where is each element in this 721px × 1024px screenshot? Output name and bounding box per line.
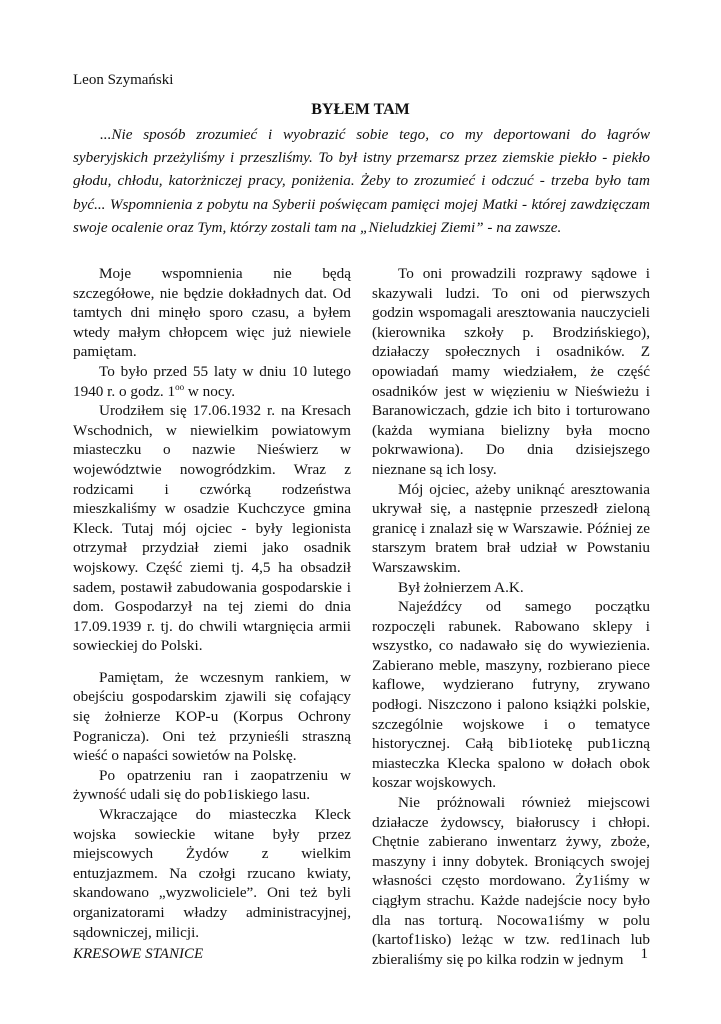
motto-block xyxy=(73,123,650,239)
paragraph: Moje wspomnienia nie będą szczegółowe, nie będzie dokładnych dat. Od tamtych dni minęło sporo czasu, a byłem wtedy małym chłopcem więc już niewiele pamiętam. xyxy=(73,265,351,361)
paragraph: Najeźdźcy od samego początku rozpoczęli rabunek. Rabowano sklepy i wszystko, co nadawało się do wywiezienia. Zabierano meble, maszyny, rozbierano piece kaflowe, wydzierano futryny, zrywano podłogi. Niszczono i palono książki polskie, szczególnie wojskowe i o tematyce historycznej. Całą bib1iotekę pub1iczną miasteczka Klecka spalono w dołach obok koszar wojskowych. xyxy=(372,598,650,792)
paragraph: Wkraczające do miasteczka Kleck wojska sowieckie witane były przez miejscowych Żydów z wielkim entuzjazmem. Na czołgi rzucano kwiaty, skandowano „wyzwoliciele”. Oni też byli organizatorami władzy administracyjnej, sądowniczej, milicji. xyxy=(73,806,351,941)
page-number: 1 xyxy=(640,946,648,962)
paragraph-date xyxy=(73,362,351,401)
paragraph: To oni prowadzili rozprawy sądowe i skazywali ludzi. To oni od pierwszych godzin wspomagali aresztowania nauczycieli (kierownika szkoły p. Brodzińskiego), działaczy społecznych i osadników. Z opowiadań mamy wiedziałem, że część osadników jest w więzieniu w Nieświeżu i Baranowiczach, gdzie ich bito i torturowano (każda wymiana bielizny była mocno pokrwawiona). Do dnia dzisiejszego nieznane są ich losy. xyxy=(372,265,650,478)
paragraph-date-tail: w nocy. xyxy=(184,382,235,400)
paragraph: Urodziłem się 17.06.1932 r. na Kresach Wschodnich, w niewielkim powiatowym miasteczku o nazwie Nieświerz w województwie nowogródzkim. Wraz z rodzicami i czwórką rodzeństwa mieszkaliśmy w osadzie Kuchczyce gmina Kleck. Tutaj mój ojciec - były legionista otrzymał przydział ziemi jako osadnik wojskowy. Część ziemi tj. 4,5 ha obsadził sadem, postawił zabudowania gospodarskie i dom. Gospodarzył na tej ziemi do dnia 17.09.1939 r. tj. do chwili wtargnięcia armii sowieckiej do Polski. xyxy=(73,402,351,655)
paragraph: Po opatrzeniu ran i zaopatrzeniu w żywność udali się do pob1iskiego lasu. xyxy=(73,766,351,804)
paragraph: Mój ojciec, ażeby uniknąć aresztowania ukrywał się, a następnie przeszedł zieloną granicę i znalazł się w Warszawie. Później ze starszym bratem brał udział w Powstaniu Warszawskim. xyxy=(372,480,650,576)
hour-superscript: oo xyxy=(175,381,185,392)
article-title: BYŁEM TAM xyxy=(311,101,410,118)
paragraph: Nie próżnowali również miejscowi działacze żydowscy, białoruscy i chłopi. Chętnie zabierano inwentarz żywy, zboże, maszyny i inny dobytek. Broniących swojej własności często mordowano. Ży1iśmy w ciągłym strachu. Każde nadejście nocy było dla nas torturą. Nocowa1iśmy w polu (kartof1isko) leżąc w tzw. red1inach lub zbieraliśmy się po kilka rodzin w jednym xyxy=(372,794,650,968)
paragraph: Był żołnierzem A.K. xyxy=(398,578,524,596)
motto-text: ...Nie sposób zrozumieć i wyobrazić sobie tego, co my deportowani do łagrów syberyjskich przeżyliśmy i przeszliśmy. To był istny przemarsz przez ziemskie piekło - piekło głodu, chłodu, katorżniczej pracy, poniżenia. Żeby to zrozumieć i odczuć - trzeba było tam być... Wspomnienia z pobytu na Syberii poświęcam pamięci mojej Matki - której zawdzięczam swoje ocalenie oraz Tym, którzy zostali tam na „Nieludzkiej Ziemi” - na zawsze. xyxy=(73,126,650,236)
paragraph-date-text: To było przed 55 laty w dniu 10 lutego 1940 r. o godz. 1 xyxy=(73,362,351,400)
paragraph: Pamiętam, że wczesnym rankiem, w obejściu gospodarskim zjawili się cofający się żołnierze KOP-u (Korpus Ochrony Pogranicza). Oni też przynieśli straszną wieść o napaści sowietów na Polskę. xyxy=(73,668,351,765)
right-column xyxy=(372,264,650,969)
author-name: Leon Szymański xyxy=(73,72,174,88)
left-column xyxy=(73,264,351,942)
journal-name: KRESOWE STANICE xyxy=(73,946,204,962)
